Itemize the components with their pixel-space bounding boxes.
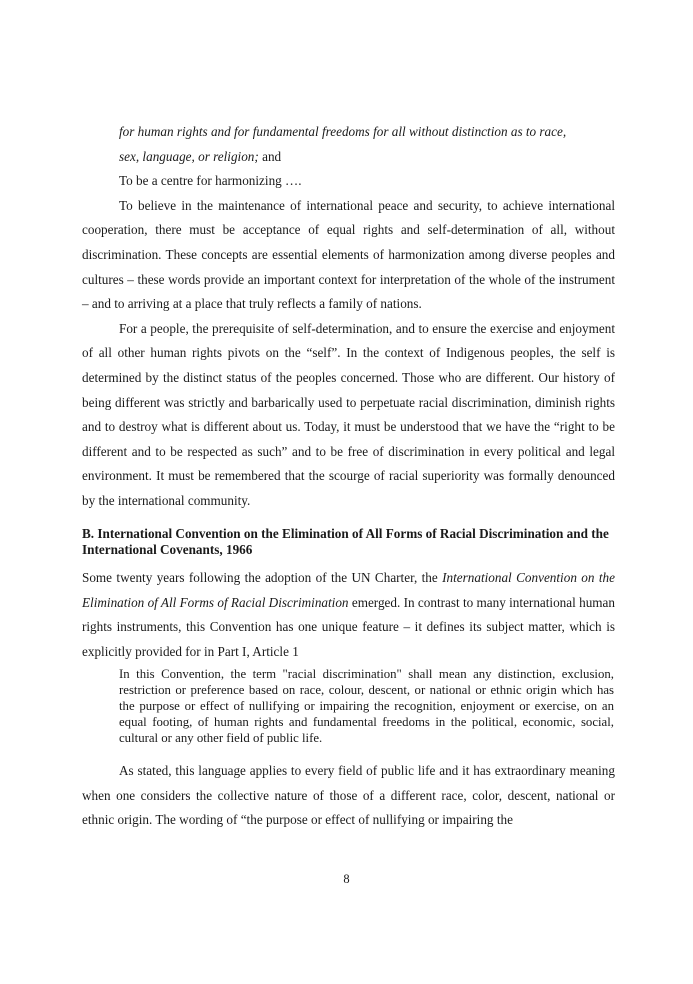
charter-quote-italic-2: sex, language, or religion; (119, 148, 259, 164)
section-b-heading: B. International Convention on the Elimination of All Forms of Racial Discrimination and the International Covenants, 1966 (82, 526, 609, 557)
charter-quote-line-3: To be a centre for harmonizing …. (119, 173, 302, 189)
intro-end: emerged. In contrast to many international human rights instruments, this Convention has one unique feature – it defines its subject matter, which is explicitly provided for in Part I, Article 1 (82, 594, 615, 659)
page-number: 8 (343, 872, 350, 886)
paragraph-self-determination: For a people, the prerequisite of self-determination, and to ensure the exercise and enjoyment of all other human rights pivots on the “self”. In the context of Indigenous peoples, the self is determined by the distinct status of the peoples concerned. Those who are different. Our history of being different was strictly and barbarically used to perpetuate racial discrimination, diminish rights and to destroy what is different about us. Today, it must be understood that we have the “right to be different and to be respected as such” and to be free of discrimination in every political and legal environment. It must be remembered that the scourge of racial superiority was formally denounced by the international community. (82, 320, 615, 508)
paragraph-peace-security: To believe in the maintenance of international peace and security, to achieve international cooperation, there must be acceptance of equal rights and self-determination of all, without discrimination. These concepts are essential elements of harmonization among diverse peoples and cultures – these words provide an important context for interpretation of the whole of the instrument – and to arriving at a place that truly reflects a family of nations. (82, 197, 615, 312)
after-quote-block (82, 759, 615, 833)
charter-quote-line-2 (82, 145, 615, 170)
paragraph-as-stated: As stated, this language applies to every field of public life and it has extraordinary meaning when one considers the collective nature of those of a different race, color, descent, national or ethnic origin. The wording of “the purpose or effect of nullifying or impairing the (82, 763, 615, 828)
section-b-intro (82, 566, 615, 664)
article-1-quote: In this Convention, the term "racial discrimination" shall mean any distinction, exclusion, restriction or preference based on race, colour, descent, or national or ethnic origin which has the purpose or effect of nullifying or impairing the recognition, enjoyment or exercise, on an equal footing, of human rights and fundamental freedoms in the political, economic, social, cultural or any other field of public life. (119, 667, 614, 746)
intro-start: Some twenty years following the adoption of the UN Charter, the (82, 570, 443, 585)
charter-quote-line-1 (82, 120, 615, 145)
top-text-block (82, 120, 615, 514)
convention-title-italic: International Convention on the Elimination of All Forms of Racial Discrimination (82, 570, 615, 610)
charter-quote-tail: and (258, 148, 282, 164)
paragraph-convention-intro (82, 566, 615, 664)
charter-quote-italic: for human rights and for fundamental freedoms for all without distinction as to race, (119, 124, 567, 139)
